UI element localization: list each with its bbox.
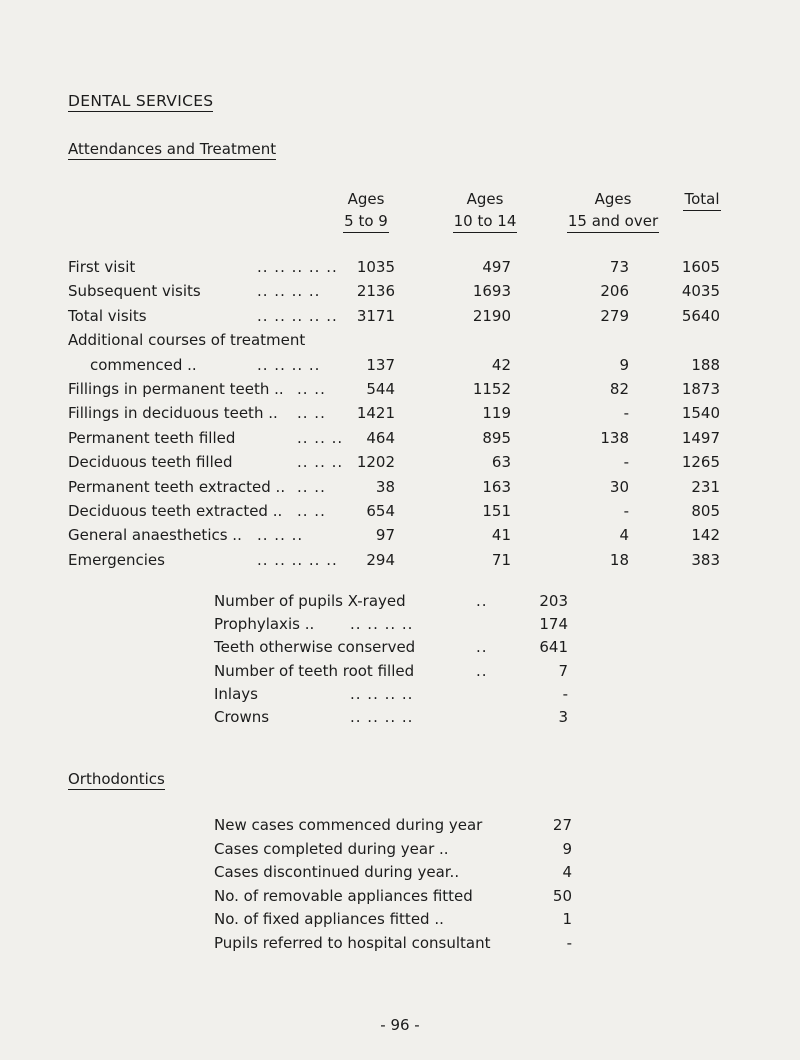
- page-title: DENTAL SERVICES: [68, 92, 214, 110]
- cell-value: 464: [366, 428, 395, 447]
- item-label: Number of pupils X-rayed: [214, 592, 406, 610]
- leader-dots: .. .. ..: [297, 453, 344, 472]
- list-item: [214, 592, 574, 616]
- cell-value: 206: [600, 282, 629, 301]
- item-value: -: [562, 684, 568, 703]
- item-value: 203: [539, 592, 568, 610]
- item-label: Pupils referred to hospital consultant: [214, 933, 491, 952]
- item-label: Inlays: [214, 684, 258, 703]
- column-header-ages-10-14: Ages 10 to 14: [430, 188, 540, 233]
- table-row: [68, 380, 728, 404]
- page-number: - 96 -: [380, 1016, 420, 1034]
- cell-value: 1605: [681, 258, 720, 276]
- list-item: [214, 863, 574, 887]
- cell-value: 1873: [681, 380, 720, 398]
- cell-value: 497: [482, 258, 511, 276]
- table-row: [68, 551, 728, 575]
- cell-value: 654: [366, 502, 395, 520]
- table-row: [68, 307, 728, 331]
- row-label: Fillings in deciduous teeth ..: [68, 404, 278, 423]
- list-item: [214, 910, 574, 934]
- cell-value: 42: [491, 355, 511, 374]
- item-value: 1: [562, 910, 572, 928]
- item-label: No. of fixed appliances fitted ..: [214, 910, 444, 928]
- leader-dots: .. .. .. ..: [257, 282, 321, 301]
- table-row: [68, 478, 728, 502]
- cell-value: 73: [609, 258, 629, 276]
- cell-value: 30: [609, 477, 629, 496]
- cell-value: 2136: [356, 282, 395, 301]
- table-row: [68, 502, 728, 526]
- cell-value: 5640: [681, 306, 720, 325]
- cell-value: 3171: [356, 306, 395, 325]
- leader-dots: .. ..: [297, 477, 326, 496]
- row-label: Deciduous teeth extracted ..: [68, 502, 283, 520]
- leader-dots: .. .. ..: [297, 428, 344, 447]
- cell-value: 4: [619, 526, 629, 545]
- leader-dots: ..: [476, 638, 488, 657]
- item-label: Prophylaxis ..: [214, 615, 315, 634]
- item-value: 174: [539, 615, 568, 634]
- leader-dots: .. ..: [297, 404, 326, 423]
- item-value: 7: [558, 661, 568, 680]
- cell-value: 1421: [356, 404, 395, 423]
- table-row: [68, 258, 728, 282]
- cell-value: 1035: [356, 258, 395, 276]
- section-heading-attendances: Attendances and Treatment: [68, 140, 277, 158]
- leader-dots: ..: [476, 661, 488, 680]
- table-row: [68, 331, 728, 355]
- cell-value: 71: [491, 550, 511, 569]
- cell-value: 1265: [681, 453, 720, 472]
- cell-value: 1693: [472, 282, 511, 301]
- item-value: 3: [558, 708, 568, 726]
- list-item: [214, 638, 574, 662]
- row-label: General anaesthetics ..: [68, 526, 242, 545]
- column-header-ages-15-over: Ages 15 and over: [548, 188, 678, 233]
- section-heading-orthodontics: Orthodontics: [68, 770, 165, 788]
- cell-value: 63: [491, 453, 511, 472]
- cell-value: 279: [600, 306, 629, 325]
- list-item: [214, 887, 574, 911]
- cell-value: 383: [691, 550, 720, 569]
- item-label: Number of teeth root filled: [214, 661, 415, 680]
- row-label: Emergencies: [68, 550, 165, 569]
- cell-value: 82: [609, 380, 629, 398]
- cell-value: 137: [366, 355, 395, 374]
- item-value: 4: [562, 863, 572, 881]
- item-value: 9: [562, 839, 572, 858]
- row-label: Fillings in permanent teeth ..: [68, 380, 284, 398]
- cell-value: 41: [491, 526, 511, 545]
- row-label: Total visits: [68, 306, 147, 325]
- leader-dots: .. ..: [297, 502, 326, 520]
- row-label: Subsequent visits: [68, 282, 201, 301]
- cell-value: 2190: [472, 306, 511, 325]
- item-value: 27: [552, 816, 572, 834]
- table-row: [68, 404, 728, 428]
- item-value: -: [566, 933, 572, 952]
- cell-value: 1540: [681, 404, 720, 423]
- leader-dots: .. ..: [297, 380, 326, 398]
- table-row: [68, 526, 728, 550]
- cell-value: 1202: [356, 453, 395, 472]
- cell-value: 163: [482, 477, 511, 496]
- table-row: [68, 282, 728, 306]
- column-header-total: Total: [672, 188, 732, 211]
- cell-value: 4035: [681, 282, 720, 301]
- item-label: New cases commenced during year: [214, 816, 483, 834]
- leader-dots: .. .. ..: [257, 526, 304, 545]
- leader-dots: .. .. .. .. ..: [257, 306, 338, 325]
- row-label: commenced ..: [90, 355, 197, 374]
- cell-value: 38: [375, 477, 395, 496]
- leader-dots: .. .. .. .. ..: [257, 550, 338, 569]
- leader-dots: .. .. .. ..: [257, 355, 321, 374]
- cell-value: 1152: [472, 380, 511, 398]
- row-label: Additional courses of treatment: [68, 331, 306, 350]
- cell-value: 895: [482, 428, 511, 447]
- cell-value: -: [623, 404, 629, 423]
- leader-dots: .. .. .. ..: [350, 708, 414, 726]
- table-row: [68, 429, 728, 453]
- row-label: Permanent teeth filled: [68, 428, 236, 447]
- cell-value: 294: [366, 550, 395, 569]
- item-value: 50: [552, 886, 572, 905]
- list-item: [214, 615, 574, 639]
- cell-value: 1497: [681, 428, 720, 447]
- cell-value: 138: [600, 428, 629, 447]
- table-row: [68, 356, 728, 380]
- item-label: Teeth otherwise conserved: [214, 638, 416, 657]
- leader-dots: ..: [476, 592, 488, 610]
- list-item: [214, 708, 574, 732]
- leader-dots: .. .. .. ..: [350, 615, 414, 634]
- cell-value: 188: [691, 355, 720, 374]
- cell-value: 805: [691, 502, 720, 520]
- row-label: Deciduous teeth filled: [68, 453, 233, 472]
- item-value: 641: [539, 638, 568, 657]
- cell-value: 119: [482, 404, 511, 423]
- list-item: [214, 662, 574, 686]
- list-item: [214, 816, 574, 840]
- row-label: First visit: [68, 258, 136, 276]
- leader-dots: .. .. .. ..: [350, 684, 414, 703]
- list-item: [214, 934, 574, 958]
- cell-value: 544: [366, 380, 395, 398]
- leader-dots: .. .. .. .. ..: [257, 258, 338, 276]
- list-item: [214, 840, 574, 864]
- item-label: Cases discontinued during year..: [214, 863, 460, 881]
- cell-value: 151: [482, 502, 511, 520]
- cell-value: -: [623, 502, 629, 520]
- cell-value: -: [623, 453, 629, 472]
- item-label: No. of removable appliances fitted: [214, 886, 473, 905]
- item-label: Cases completed during year ..: [214, 839, 449, 858]
- cell-value: 231: [691, 477, 720, 496]
- item-label: Crowns: [214, 708, 270, 726]
- table-row: [68, 453, 728, 477]
- column-header-ages-5-9: Ages 5 to 9: [321, 188, 411, 233]
- cell-value: 18: [609, 550, 629, 569]
- cell-value: 9: [619, 355, 629, 374]
- row-label: Permanent teeth extracted ..: [68, 477, 286, 496]
- cell-value: 97: [375, 526, 395, 545]
- cell-value: 142: [691, 526, 720, 545]
- list-item: [214, 685, 574, 709]
